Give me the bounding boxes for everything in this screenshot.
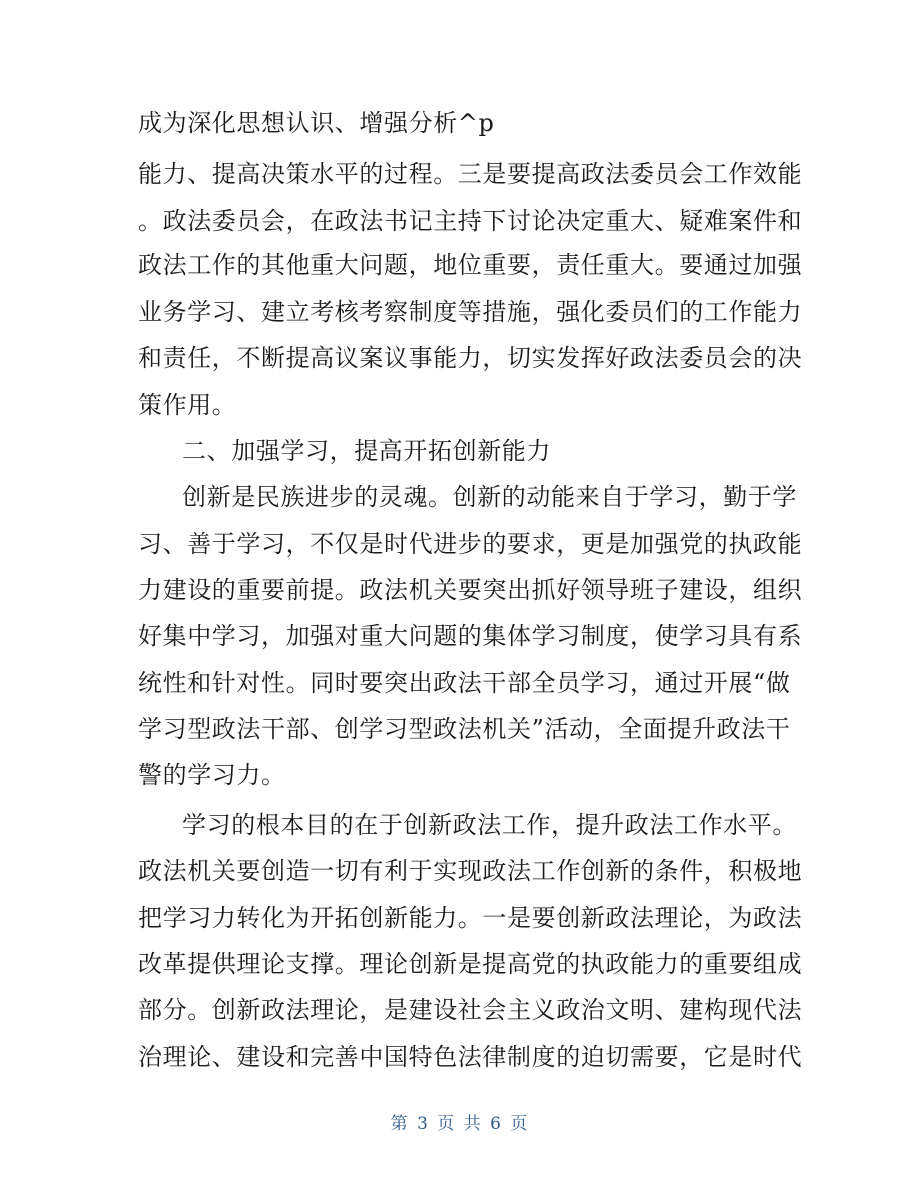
text-line: 部分。创新政法理论，是建设社会主义政治文明、建构现代法 (138, 996, 803, 1024)
text-line: 学习型政法干部、创学习型政法机关”活动，全面提升政法干 (138, 715, 791, 743)
text-line: 把学习力转化为开拓创新能力。一是要创新政法理论，为政法 (138, 904, 803, 932)
text-line: 政法工作的其他重大问题，地位重要，责任重大。要通过加强 (138, 251, 803, 279)
text-line: 业务学习、建立考核考察制度等措施，强化委员们的工作能力 (138, 298, 803, 326)
text-line: 改革提供理论支撑。理论创新是提高党的执政能力的重要组成 (138, 950, 803, 978)
text-line: 习、善于学习，不仅是时代进步的要求，更是加强党的执政能 (138, 530, 803, 558)
text-line: 策作用。 (138, 391, 237, 419)
page-number: 第 3 页 共 6 页 (390, 1114, 530, 1134)
text-line: 学习的根本目的在于创新政法工作，提升政法工作水平。 (182, 811, 797, 839)
text-line: 警的学习力。 (138, 761, 286, 789)
text-line: 和责任，不断提高议案议事能力，切实发挥好政法委员会的决 (138, 344, 803, 372)
section-heading: 二、加强学习，提高开拓创新能力 (182, 437, 551, 465)
text-line: 好集中学习，加强对重大问题的集体学习制度，使学习具有系 (138, 622, 803, 650)
text-line: 创新是民族进步的灵魂。创新的动能来自于学习，勤于学 (182, 483, 797, 511)
text-line: 能力、提高决策水平的过程。三是要提高政法委员会工作效能 (138, 160, 803, 188)
text-line: 力建设的重要前提。政法机关要突出抓好领导班子建设，组织 (138, 576, 803, 604)
text-line: 政法机关要创造一切有利于实现政法工作创新的条件，积极地 (138, 857, 803, 885)
text-line: 治理论、建设和完善中国特色法律制度的迫切需要，它是时代 (138, 1043, 803, 1071)
text-line: 成为深化思想认识、增强分析^p (138, 109, 495, 137)
text-line: 。政法委员会，在政法书记主持下讨论决定重大、疑难案件和 (138, 207, 803, 235)
text-line: 统性和针对性。同时要突出政法干部全员学习，通过开展“做 (138, 669, 791, 697)
